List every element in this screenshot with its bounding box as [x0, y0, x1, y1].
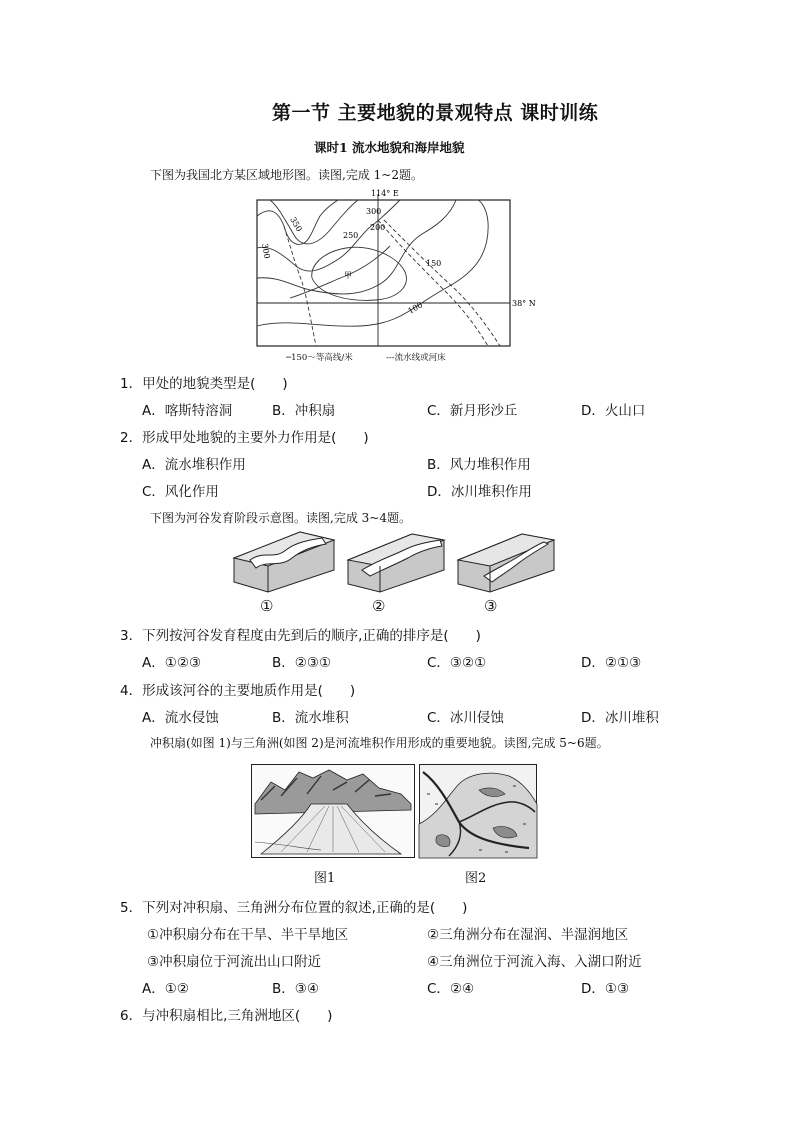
question-1: 1．甲处的地貌类型是( )	[120, 376, 288, 392]
valley-label-2: ②	[372, 597, 386, 615]
intro-valley: 下图为河谷发育阶段示意图。读图,完成 3~4题。	[150, 511, 411, 525]
q1-option-a: A．喀斯特溶洞	[142, 403, 233, 419]
contour-label: 300	[366, 207, 382, 216]
contour-label: 300	[260, 242, 272, 260]
figure-2-label: 图2	[465, 871, 487, 886]
q1-option-d: D．火山口	[581, 403, 646, 419]
valley-label-1: ①	[260, 597, 274, 615]
contour-label: 250	[343, 231, 359, 240]
q5-statement-1: ①冲积扇分布在干旱、半干旱地区	[147, 927, 349, 943]
valley-diagram-3	[454, 530, 558, 594]
contour-label: 100	[406, 300, 425, 316]
legend-contour: ─150～等高线/米	[286, 353, 353, 363]
lon-label: 114° E	[371, 189, 399, 198]
question-3: 3．下列按河谷发育程度由先到后的顺序,正确的排序是( )	[120, 628, 481, 644]
q4-option-b: B．流水堆积	[272, 710, 349, 726]
lesson-subtitle: 课时1 流水地貌和海岸地貌	[314, 140, 465, 155]
q1-option-b: B．冲积扇	[272, 403, 336, 419]
question-5: 5．下列对冲积扇、三角洲分布位置的叙述,正确的是( )	[120, 900, 468, 916]
q1-option-c: C．新月形沙丘	[427, 403, 518, 419]
q4-option-d: D．冰川堆积	[581, 710, 659, 726]
figure-1-label: 图1	[314, 871, 336, 886]
q3-option-c: C．③②①	[427, 655, 487, 671]
q2-option-a: A．流水堆积作用	[142, 457, 246, 473]
q5-option-a: A．①②	[142, 981, 189, 997]
lat-label: 38° N	[512, 299, 536, 308]
intro-fan-delta: 冲积扇(如图 1)与三角洲(如图 2)是河流堆积作用形成的重要地貌。读图,完成 5~6题。	[150, 736, 609, 750]
q5-statement-4: ④三角洲位于河流入海、入湖口附近	[427, 954, 642, 970]
question-6: 6．与冲积扇相比,三角洲地区( )	[120, 1008, 333, 1024]
valley-label-3: ③	[484, 597, 498, 615]
question-2: 2．形成甲处地貌的主要外力作用是( )	[120, 430, 369, 446]
q4-option-a: A．流水侵蚀	[142, 710, 219, 726]
valley-diagram-1	[230, 530, 338, 594]
q5-option-d: D．①③	[581, 981, 630, 997]
q3-option-d: D．②①③	[581, 655, 642, 671]
q5-option-b: B．③④	[272, 981, 319, 997]
legend-river: ---流水线或河床	[386, 353, 446, 363]
q2-option-c: C．风化作用	[142, 484, 219, 500]
topographic-map	[250, 186, 536, 366]
q2-option-d: D．冰川堆积作用	[427, 484, 532, 500]
contour-label: 150	[426, 259, 442, 268]
contour-label: 350	[288, 215, 304, 234]
q5-statement-3: ③冲积扇位于河流出山口附近	[147, 954, 322, 970]
q5-option-c: C．②④	[427, 981, 475, 997]
question-4: 4．形成该河谷的主要地质作用是( )	[120, 683, 356, 699]
q3-option-a: A．①②③	[142, 655, 202, 671]
q3-option-b: B．②③①	[272, 655, 332, 671]
q4-option-c: C．冰川侵蚀	[427, 710, 504, 726]
valley-diagram-2	[344, 530, 448, 594]
page-title: 第一节 主要地貌的景观特点 课时训练	[272, 102, 599, 124]
q2-option-b: B．风力堆积作用	[427, 457, 531, 473]
delta-figure	[419, 764, 537, 858]
q5-statement-2: ②三角洲分布在湿润、半湿润地区	[427, 927, 629, 943]
area-label-jia: 甲	[344, 271, 352, 280]
alluvial-fan-figure	[251, 764, 415, 858]
contour-label: 200	[370, 223, 386, 232]
intro-map: 下图为我国北方某区域地形图。读图,完成 1~2题。	[150, 168, 423, 182]
